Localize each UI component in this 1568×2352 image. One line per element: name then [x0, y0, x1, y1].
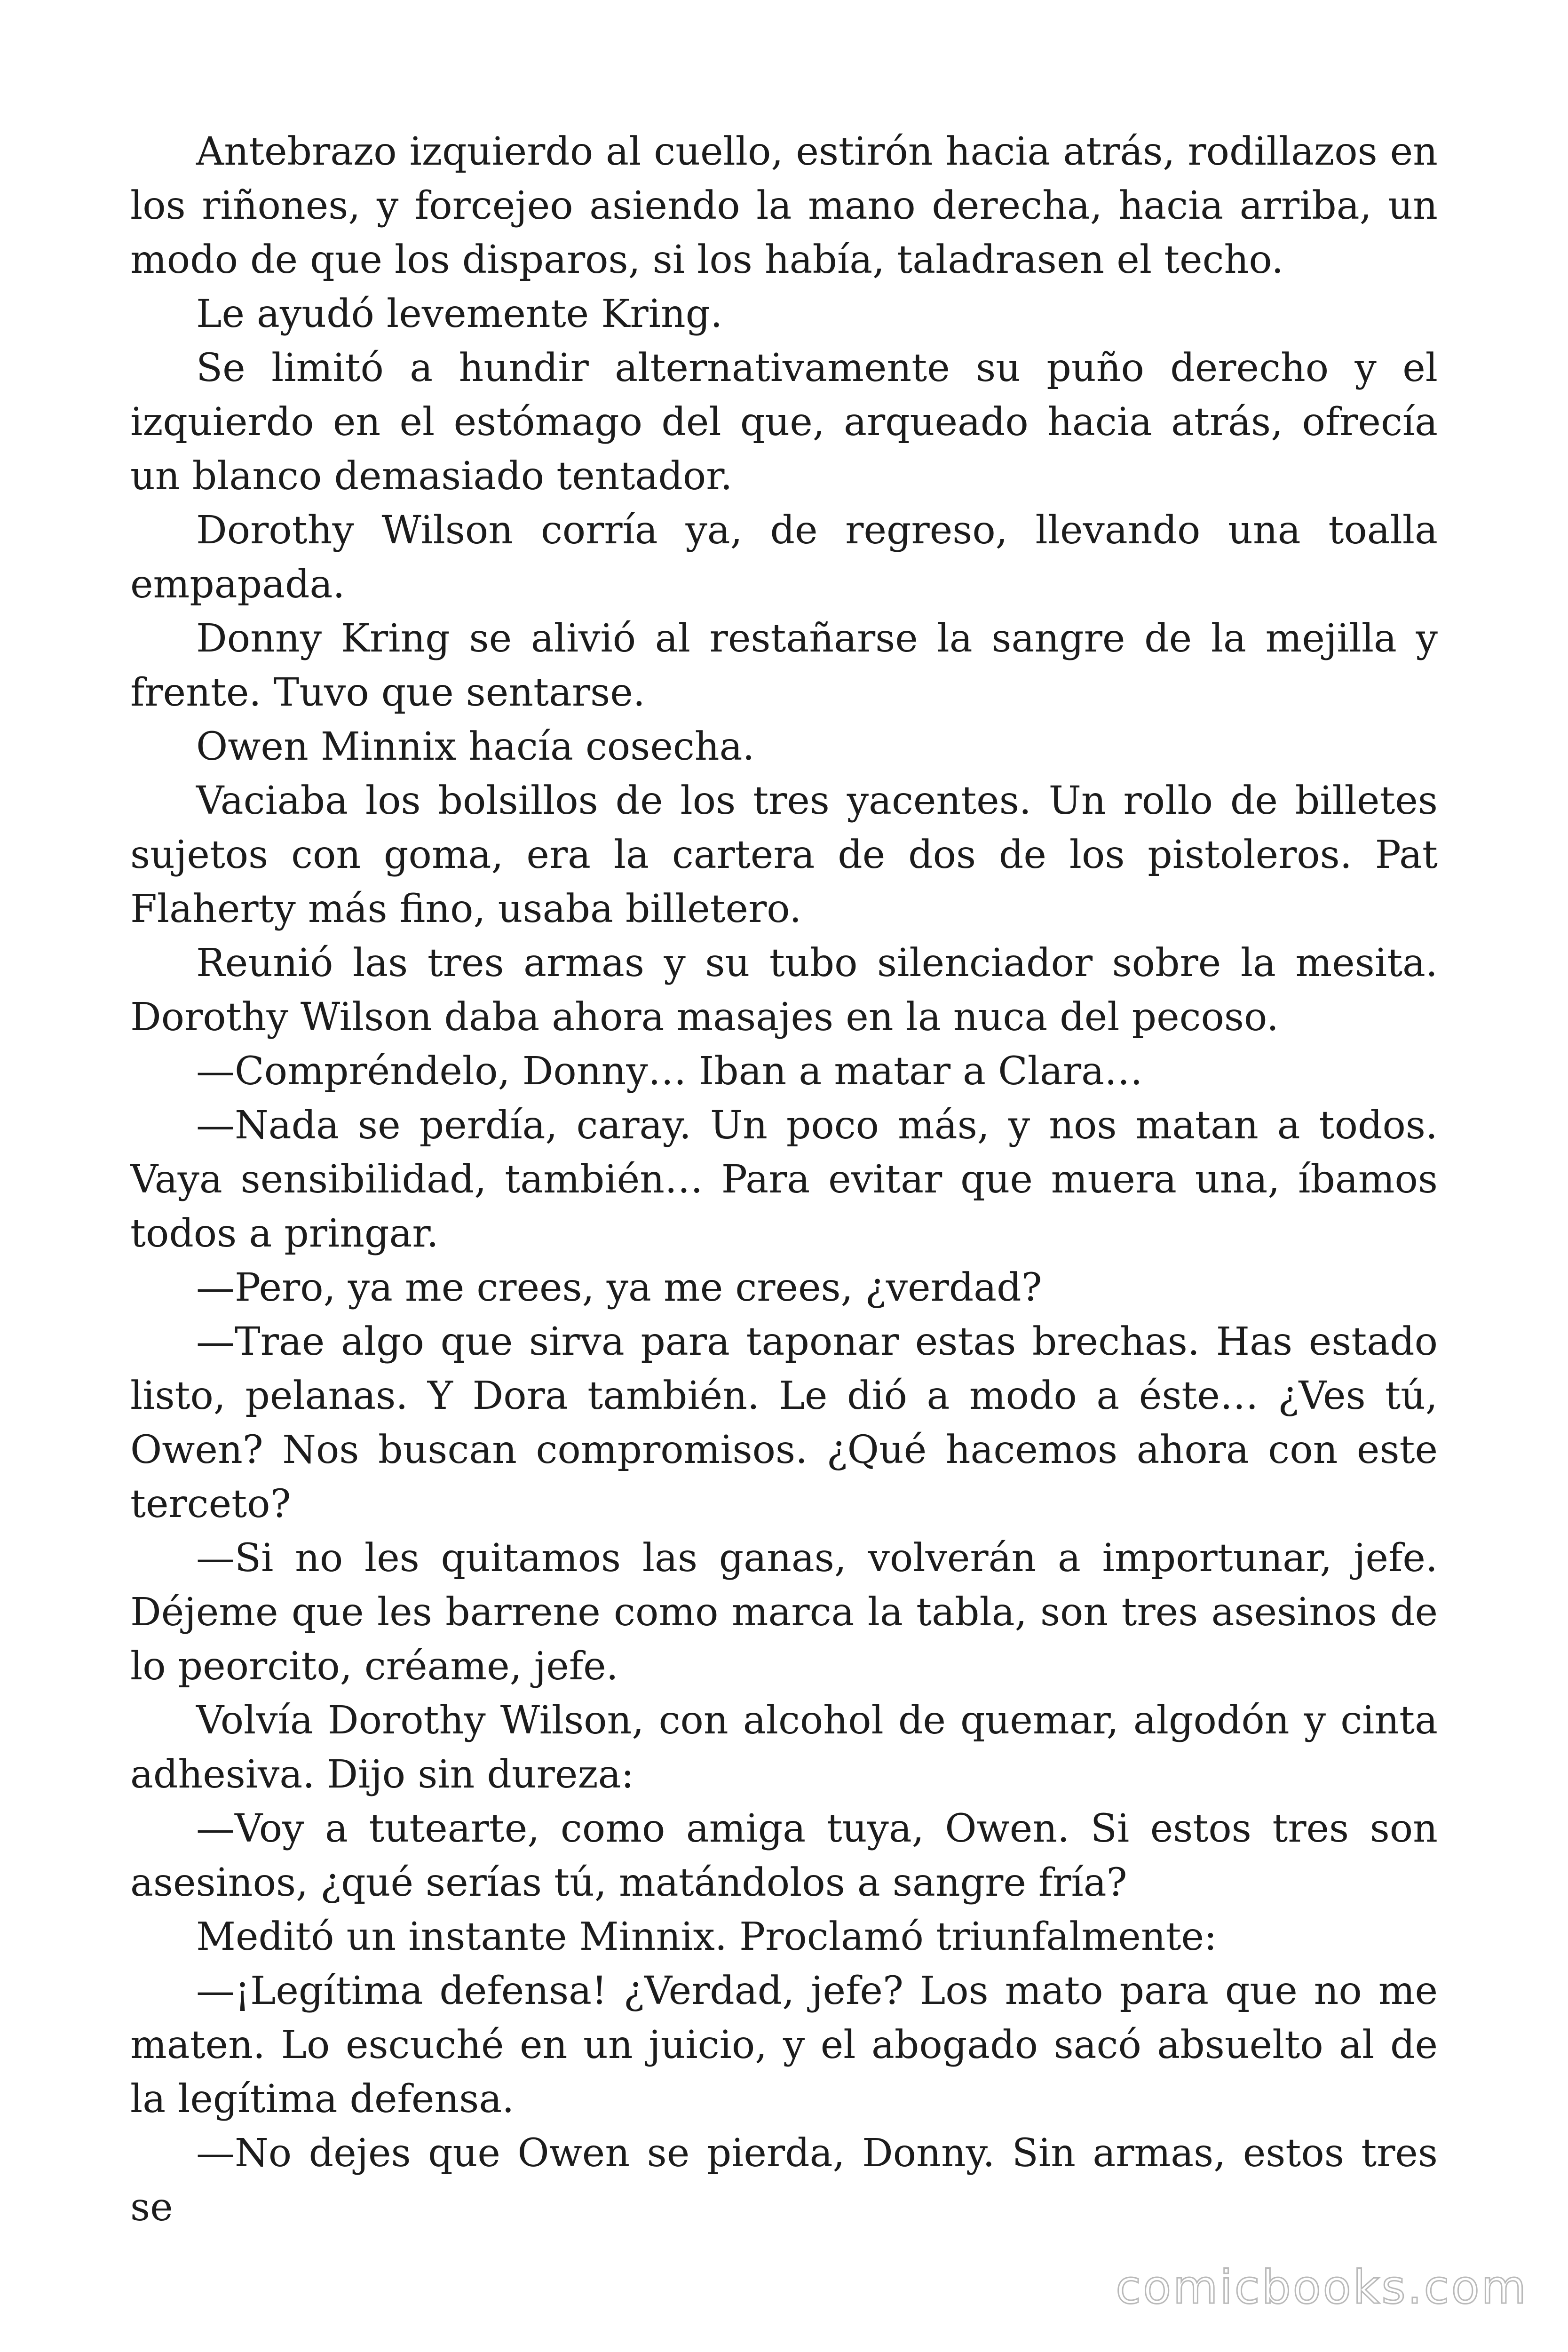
paragraph: Reunió las tres armas y su tubo silenciador sobre la mesita. Dorothy Wilson daba ahora masajes en la nuca del pecoso.: [130, 941, 1438, 1040]
paragraph: Le ayudó levemente Kring.: [196, 292, 723, 336]
paragraph: —No dejes que Owen se pierda, Donny. Sin armas, estos tres se: [130, 2131, 1438, 2230]
paragraph: —Voy a tutearte, como amiga tuya, Owen. Si estos tres son asesinos, ¿qué serías tú, matándolos a sangre fría?: [130, 1806, 1438, 1905]
paragraph: —Compréndelo, Donny… Iban a matar a Clara…: [196, 1049, 1143, 1094]
paragraph: Owen Minnix hacía cosecha.: [196, 724, 755, 769]
paragraph: Antebrazo izquierdo al cuello, estirón hacia atrás, rodillazos en los riñones, y forcejeo asiendo la mano derecha, hacia arriba, un modo de que los disparos, si los había, taladrasen el techo.: [130, 129, 1438, 282]
watermark: comicbooks.com: [1116, 2261, 1528, 2314]
paragraph: Volvía Dorothy Wilson, con alcohol de quemar, algodón y cinta adhesiva. Dijo sin dureza:: [130, 1698, 1438, 1797]
paragraph: Donny Kring se alivió al restañarse la sangre de la mejilla y frente. Tuvo que sentarse.: [130, 616, 1438, 715]
paragraph: —Si no les quitamos las ganas, volverán a importunar, jefe. Déjeme que les barrene como marca la tabla, son tres asesinos de lo peorcito, créame, jefe.: [130, 1536, 1438, 1689]
paragraph: —Trae algo que sirva para taponar estas brechas. Has estado listo, pelanas. Y Dora también. Le dió a modo a éste… ¿Ves tú, Owen? Nos buscan compromisos. ¿Qué hacemos ahora con este terceto?: [130, 1319, 1438, 1526]
paragraph: Vaciaba los bolsillos de los tres yacentes. Un rollo de billetes sujetos con goma, era la cartera de dos de los pistoleros. Pat Flaherty más fino, usaba billetero.: [130, 779, 1438, 931]
body-text: [130, 125, 1438, 2234]
paragraph: Dorothy Wilson corría ya, de regreso, llevando una toalla empapada.: [130, 508, 1438, 607]
paragraph: Meditó un instante Minnix. Proclamó triunfalmente:: [196, 1915, 1217, 1959]
paragraph: —Nada se perdía, caray. Un poco más, y nos matan a todos. Vaya sensibilidad, también… Para evitar que muera una, íbamos todos a pringar.: [130, 1103, 1438, 1256]
paragraph: —¡Legítima defensa! ¿Verdad, jefe? Los mato para que no me maten. Lo escuché en un juicio, y el abogado sacó absuelto al de la legítima defensa.: [130, 1969, 1438, 2122]
paragraph: Se limitó a hundir alternativamente su puño derecho y el izquierdo en el estómago del que, arqueado hacia atrás, ofrecía un blanco demasiado tentador.: [130, 346, 1438, 499]
paragraph: —Pero, ya me crees, ya me crees, ¿verdad?: [196, 1265, 1042, 1310]
